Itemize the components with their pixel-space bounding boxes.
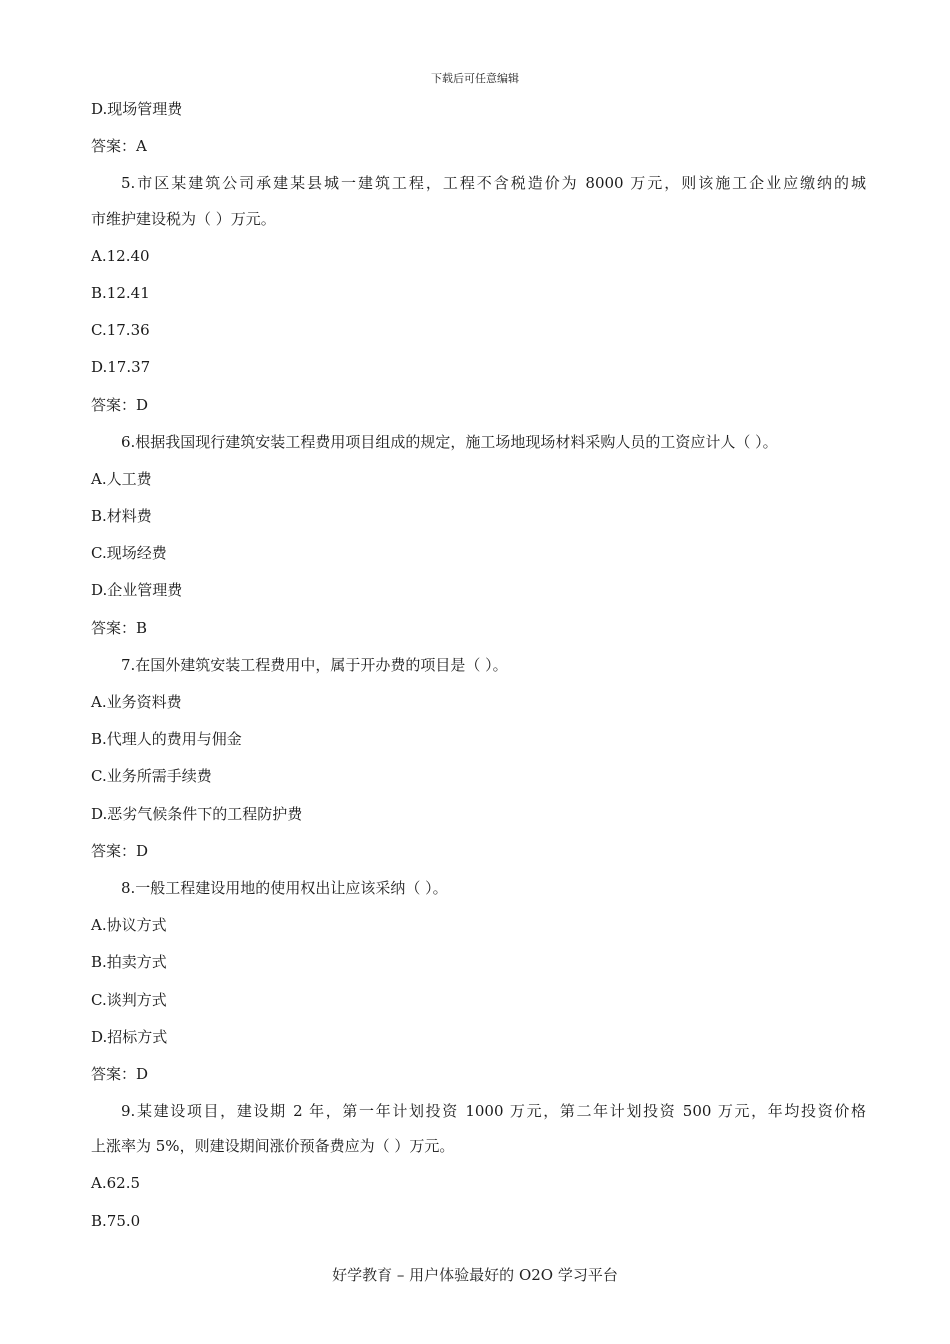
answer-line: 答案：D <box>91 395 149 414</box>
question-5-line-2: 市维护建设税为（ ）万元。 <box>91 209 276 228</box>
page-footer: 好学教育 – 用户体验最好的 O2O 学习平台 <box>332 1266 618 1284</box>
option-line: A.12.40 <box>91 246 150 265</box>
option-line: D.招标方式 <box>91 1027 168 1046</box>
option-line: B.拍卖方式 <box>91 953 167 972</box>
document-body <box>91 99 866 1248</box>
option-line: B.75.0 <box>91 1211 141 1230</box>
option-line: D.企业管理费 <box>91 581 183 600</box>
option-line: B.12.41 <box>91 283 150 302</box>
option-line: A.62.5 <box>91 1174 140 1193</box>
option-line: C.现场经费 <box>91 544 167 563</box>
page-header: 下载后可任意编辑 <box>431 72 519 85</box>
option-line: D.现场管理费 <box>91 100 183 118</box>
question-7: 7.在国外建筑安装工程费用中，属于开办费的项目是（ ）。 <box>121 655 508 674</box>
option-line: D.恶劣气候条件下的工程防护费 <box>91 804 303 823</box>
option-line: C.业务所需手续费 <box>91 767 212 786</box>
question-5-line-1: 5.市区某建筑公司承建某县城一建筑工程，工程不含税造价为 8000 万元，则该施工企业应缴纳的城 <box>121 174 866 193</box>
option-line: C.17.36 <box>91 321 150 340</box>
answer-line: 答案：A <box>91 137 147 156</box>
answer-line: 答案：D <box>91 1064 149 1083</box>
question-9-line-2: 上涨率为 5%，则建设期间涨价预备费应为（ ）万元。 <box>91 1137 455 1156</box>
option-line: A.业务资料费 <box>91 693 182 711</box>
question-6: 6.根据我国现行建筑安装工程费用项目组成的规定，施工场地现场材料采购人员的工资应计人（ ）。 <box>121 432 778 451</box>
question-8: 8.一般工程建设用地的使用权出让应该采纳（ ）。 <box>121 878 448 897</box>
answer-line: 答案：B <box>91 618 148 637</box>
option-line: A.人工费 <box>91 469 152 488</box>
option-line: D.17.37 <box>91 358 151 377</box>
option-line: B.代理人的费用与佣金 <box>91 730 242 749</box>
question-9-line-1: 9.某建设项目，建设期 2 年，第一年计划投资 1000 万元，第二年计划投资 500 万元，年均投资价格 <box>121 1102 866 1121</box>
option-line: A.协议方式 <box>91 916 167 935</box>
option-line: C.谈判方式 <box>91 990 167 1009</box>
option-line: B.材料费 <box>91 507 152 526</box>
answer-line: 答案：D <box>91 841 149 860</box>
